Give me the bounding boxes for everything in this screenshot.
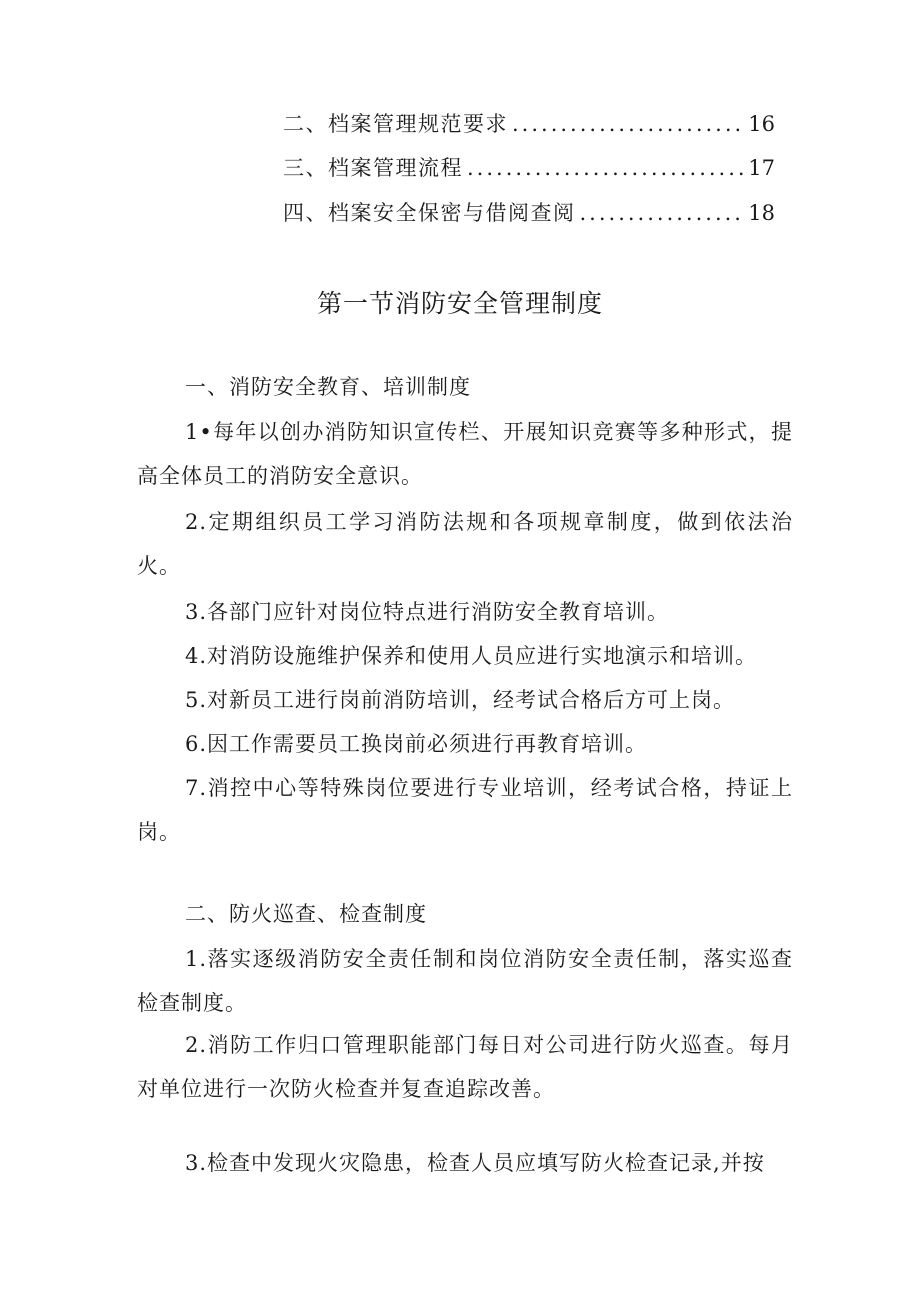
part1-item-5: 5.对新员工进行岗前消防培训，经考试合格后方可上岗。	[185, 688, 736, 712]
part1-item-6: 6.因工作需要员工换岗前必须进行再教育培训。	[185, 732, 648, 756]
part2-heading: 二、防火巡查、检查制度	[185, 902, 427, 926]
toc-entry[interactable]	[283, 152, 775, 188]
part1-heading: 一、消防安全教育、培训制度	[185, 375, 471, 399]
toc-entry-page: 16	[748, 112, 775, 136]
toc-entry-page: 17	[748, 156, 775, 180]
toc-leader-dots	[463, 156, 744, 180]
toc-leader-dots	[508, 112, 744, 136]
part2-item-1: 1.落实逐级消防安全责任制和岗位消防安全责任制，落实巡查检查制度。	[137, 947, 793, 1015]
part2-item-2: 2.消防工作归口管理职能部门每日对公司进行防火巡查。每月对单位进行一次防火检查并复查追踪改善。	[137, 1033, 793, 1101]
toc-entry-page: 18	[748, 201, 775, 225]
part1-item-1: 1•每年以创办消防知识宣传栏、开展知识竞赛等多种形式，提高全体员工的消防安全意识。	[137, 420, 793, 488]
toc-leader-dots	[576, 201, 745, 225]
toc-entry-title: 二、档案管理规范要求	[283, 112, 508, 136]
part1-item-7: 7.消控中心等特殊岗位要进行专业培训，经考试合格，持证上岗。	[137, 776, 793, 844]
section-title: 第一节消防安全管理制度	[316, 289, 603, 318]
toc-entry[interactable]	[283, 108, 775, 144]
part1-item-3: 3.各部门应针对岗位特点进行消防安全教育培训。	[185, 600, 670, 624]
part2-item-3: 3.检查中发现火灾隐患，检查人员应填写防火检查记录,并按	[185, 1151, 765, 1175]
toc-entry[interactable]	[283, 197, 775, 233]
toc-entry-title: 三、档案管理流程	[283, 156, 463, 180]
part1-item-4: 4.对消防设施维护保养和使用人员应进行实地演示和培训。	[185, 644, 758, 668]
part1-item-2: 2.定期组织员工学习消防法规和各项规章制度，做到依法治火。	[137, 510, 793, 578]
toc-entry-title: 四、档案安全保密与借阅查阅	[283, 201, 576, 225]
